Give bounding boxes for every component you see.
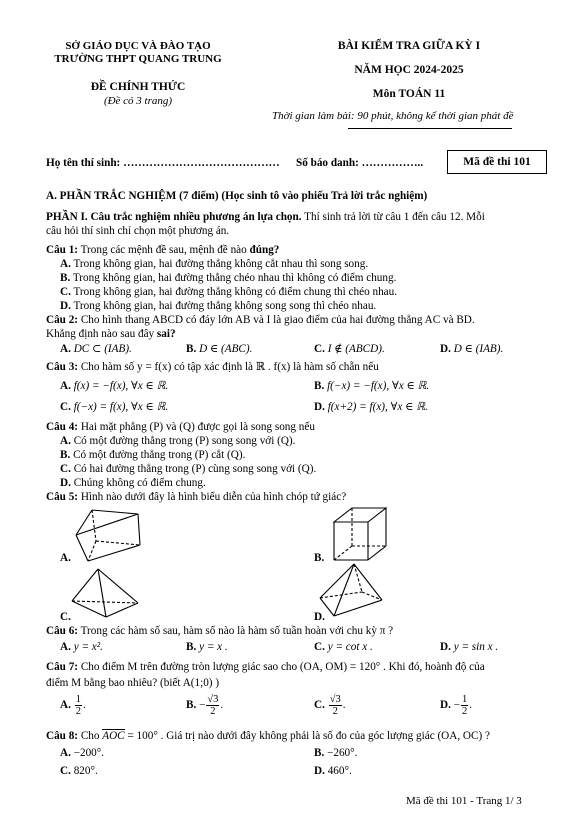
part1-title: PHẦN I. Câu trắc nghiệm nhiều phương án lựa chọn. — [46, 211, 302, 223]
q4-option-b: B. Có một đường thẳng trong (P) cắt (Q). — [60, 449, 246, 461]
q5-option-b: B. — [314, 552, 325, 564]
q4-option-a: A. Có một đường thẳng trong (P) song song với (Q). — [60, 435, 296, 447]
q6-label: Câu 6: — [46, 625, 79, 637]
q7-label: Câu 7: — [46, 661, 79, 673]
q8-option-b: B. −260°. — [314, 747, 358, 759]
department-name: SỞ GIÁO DỤC VÀ ĐÀO TẠO — [65, 40, 211, 52]
q4-option-c: C. Có hai đường thẳng trong (P) cùng song song với (Q). — [60, 463, 317, 475]
section-a-heading: A. PHẦN TRẮC NGHIỆM (7 điểm) (Học sinh tô vào phiếu Trả lời trắc nghiệm) — [46, 190, 428, 202]
q8-stem: Câu 8: Cho AOC = 100° . Giá trị nào dưới đây không phải là số đo của góc lượng giác (OA, OC) ? — [46, 730, 490, 742]
page-footer: Mã đề thi 101 - Trang 1/ 3 — [406, 795, 522, 807]
q1-option-a: A. Trong không gian, hai đường thẳng không cắt nhau thì song song. — [60, 258, 369, 270]
q2-option-a: A. DC ⊂ (IAB). — [60, 343, 132, 355]
school-name: TRƯỜNG THPT QUANG TRUNG — [54, 53, 222, 65]
q3-option-a: A. f(x) = −f(x), ∀x ∈ ℝ. — [60, 380, 169, 392]
q2-option-d: D. D ∈ (IAB). — [440, 343, 504, 355]
figure-b-cube — [330, 504, 392, 566]
header-divider — [348, 128, 512, 129]
q4-option-d: D. Chúng không có điểm chung. — [60, 477, 206, 489]
q7-stem — [46, 660, 547, 674]
q6-stem — [46, 624, 547, 638]
q1-label: Câu 1: — [46, 244, 79, 256]
q2-option-b: B. D ∈ (ABC). — [186, 343, 253, 355]
q2-label: Câu 2: — [46, 314, 79, 326]
part1-desc-2: câu hỏi thí sinh chỉ chọn một phương án. — [46, 225, 230, 237]
q7-option-a: A. $\frac{1}{2}$ . — [60, 694, 86, 718]
page-count: (Đề có 3 trang) — [103, 95, 173, 107]
q6-option-c: C. y = cot x . — [314, 641, 373, 653]
q7-option-d: D. − $\frac{1}{2}$ . — [440, 694, 473, 718]
q7-stem-2: điểm M bằng bao nhiêu? (biết A(1;0) ) — [46, 677, 220, 689]
official-label: ĐỀ CHÍNH THỨC — [90, 81, 186, 93]
q8-option-c: C. 820°. — [60, 765, 98, 777]
exam-code-box: Mã đề thi 101 — [447, 150, 547, 174]
q7-option-c: C. $\frac{√3}{2}$ . — [314, 694, 346, 718]
part1-desc: Thí sinh trả lời từ câu 1 đến câu 12. Mỗi — [301, 211, 485, 223]
q7-option-b: B. − $\frac{√3}{2}$ . — [186, 694, 224, 718]
q6-option-a: A. y = x². — [60, 641, 103, 653]
q6-text: Trong các hàm số sau, hàm số nào là hàm số tuần hoàn với chu kỳ π ? — [78, 625, 394, 637]
q8-option-d: D. 460°. — [314, 765, 352, 777]
q1-stem — [46, 243, 547, 257]
subject: Môn TOÁN 11 — [372, 88, 446, 100]
q8-option-a: A. −200°. — [60, 747, 105, 759]
time-allowed: Thời gian làm bài: 90 phút, không kể thời gian phát đề — [272, 110, 514, 122]
q2-stem-2: Khẳng định nào sau đây sai? — [46, 328, 176, 340]
q2-option-c: C. I ∉ (ABCD). — [314, 343, 385, 355]
q2-emph: sai? — [156, 328, 176, 340]
figure-d-square-pyramid — [316, 562, 388, 620]
q2-stem — [46, 313, 547, 327]
q5-stem — [46, 490, 547, 504]
q7-text: Cho điểm M trên đường tròn lượng giác sao cho (OA, OM) = 120° . Khi đó, hoành độ của — [78, 661, 485, 673]
q5-label: Câu 5: — [46, 491, 79, 503]
q8-angle: AOC — [102, 730, 125, 742]
student-name-field: Họ tên thí sinh: …………………………………… — [46, 157, 280, 169]
figure-a-prism — [70, 505, 150, 565]
q3-option-d: D. f(x+2) = f(x), ∀x ∈ ℝ. — [314, 401, 428, 413]
q5-option-d: D. — [314, 611, 325, 623]
q3-option-b: B. f(−x) = −f(x), ∀x ∈ ℝ. — [314, 380, 430, 392]
q1-option-b: B. Trong không gian, hai đường thẳng chéo nhau thì không có điểm chung. — [60, 272, 397, 284]
part1-intro — [46, 210, 547, 224]
q2-text: Cho hình thang ABCD có đáy lớn AB và I là giao điểm của hai đường thẳng AC và BD. — [78, 314, 475, 326]
q1-emph: đúng? — [249, 244, 280, 256]
q4-text: Hai mặt phẳng (P) và (Q) được gọi là song song nếu — [78, 421, 315, 433]
q1-text: Trong các mệnh đề sau, mệnh đề nào — [78, 244, 250, 256]
q3-option-c: C. f(−x) = f(x), ∀x ∈ ℝ. — [60, 401, 169, 413]
figure-c-pyramid — [68, 567, 142, 619]
q5-text: Hình nào dưới đây là hình biểu diễn của hình chóp tứ giác? — [78, 491, 347, 503]
q5-option-a: A. — [60, 552, 71, 564]
q3-text: Cho hàm số y = f(x) có tập xác định là ℝ . f(x) là hàm số chẵn nếu — [78, 361, 379, 373]
q4-label: Câu 4: — [46, 421, 79, 433]
q8-label: Câu 8: — [46, 730, 79, 742]
q4-stem — [46, 420, 547, 434]
q1-option-d: D. Trong không gian, hai đường thẳng không song song thì chéo nhau. — [60, 300, 377, 312]
q6-option-d: D. y = sin x . — [440, 641, 499, 653]
exam-title: BÀI KIỂM TRA GIỮA KỲ I — [337, 40, 481, 52]
q6-option-b: B. y = x . — [186, 641, 228, 653]
q5-option-c: C. — [60, 611, 71, 623]
q1-option-c: C. Trong không gian, hai đường thẳng không có điểm chung thì chéo nhau. — [60, 286, 398, 298]
q3-label: Câu 3: — [46, 361, 79, 373]
student-id-field: Số báo danh: …………….. — [296, 157, 424, 169]
school-year: NĂM HỌC 2024-2025 — [354, 64, 464, 76]
q3-stem — [46, 360, 547, 374]
